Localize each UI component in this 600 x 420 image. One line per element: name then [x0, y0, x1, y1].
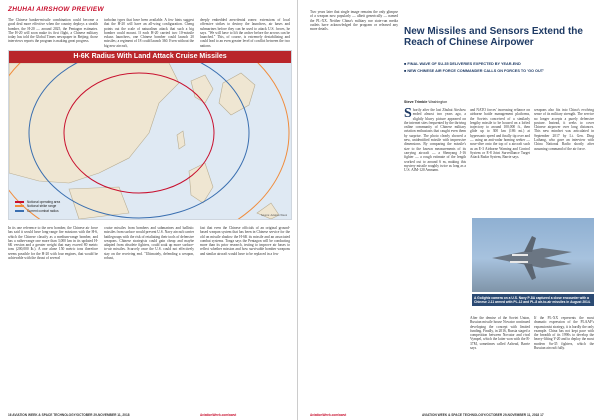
deck-bullet-text: FINAL WAVE OF SU-35 DELIVERIES EXPECTED BY YEAR-END: [407, 62, 521, 66]
right-column-2-bottom: After the demise of the Soviet Union, Russian missile house Novator continued developing the concept with limited funding. Finally, in 2016, Russia staged a competition between Novator and rival Vympel, which the latter won with the R-37M, sometimes called Axhead, Barrie says.: [470, 316, 530, 351]
deck-bullet-text: NEW CHINESE AIR FORCE COMMANDER CALLS ON FORCES TO 'GO OUT': [407, 69, 544, 73]
right-page: [302, 0, 600, 420]
map-title: H-6K Radius With Land Attack Cruise Missiles: [9, 51, 291, 63]
article-headline: New Missiles and Sensors Extend the Reach of Chinese Airpower: [404, 26, 583, 48]
deck-bullets: [404, 62, 594, 76]
legend-label: Current combat radius: [27, 208, 59, 213]
byline-location: Washington: [428, 100, 448, 104]
left-column-2-bottom: cruise missiles from bombers and submarines and ballistic missiles from surface would prevent U.S. Navy aircraft carrier battlegroups with the risk of retaliating their tools of defensive weapons. Chinese strategists could gain cheap and maybe adapted from obsolete fighters, could soak up more surface-to-air missiles. Scarcely once the U.S. could not effectively stay on the receiving end. "Ultimately, defending a weapon, robust,: [104, 226, 194, 261]
map-credit: Source: Aviation Week: [260, 214, 287, 217]
byline: [404, 100, 447, 104]
map-legend: [15, 200, 60, 213]
left-footer: [8, 413, 130, 417]
right-footer-url[interactable]: [310, 413, 346, 417]
left-column-1-top: The Chinese banker-missile combination could become a good deal more effective when the country deploys a stealth bomber, the H-20 — around 2025, the Pentagon estimates. The H-20 will soon make its first flight, a Chinese military today has told the Global Times newspaper in Beijing; those interviews reports the program is making great progress.: [8, 18, 98, 44]
left-page: [0, 0, 298, 420]
drop-cap: S: [404, 108, 412, 121]
legend-swatch: [15, 210, 24, 212]
legend-swatch: [15, 201, 24, 203]
left-column-2-top: turbofan types that have been available. A few hints suggest that the H-20 will have an all-wing configuration. Cheng points out the scale of naturalism attack that such a big bomber could mount. If each H-20 carried two 10-missile eskuss launchers, one Chinese bomber could launch 20 missiles; a regiment of 18 could launch 360. Even without the big new aircraft,: [104, 18, 194, 48]
aircraft-photo: [472, 218, 594, 292]
legend-swatch: [15, 205, 24, 207]
right-column-0: Two years later that single image remains the only glimpse of a weapon now popularly — albeit generically — named the PL-XX. Neither China's military nor state-run media outlets have acknowledged the program or released any more details.: [310, 10, 398, 32]
map-graphic: [9, 63, 291, 219]
southeast-asia: [69, 187, 129, 219]
article-text: hortly after the last Zhuhai Airshow ended almost two years ago, a slightly blurry picture appeared on the internet sites frequented by the thriving online community of Chinese military aviation enthusiasts that caught even them by surprise. The photo clearly showed a new, unidentified missile with impressive dimensions. By comparing the missile's size to the known measurements of its carrying aircraft — a Shenyang J-16 fighter — a rough estimate of the length worked out to around 6 m, making this mystery missile roughly twice as long as a U.S. AIM-120 Amraam.: [404, 108, 466, 173]
website-link[interactable]: AviationWeek.com/awst: [200, 413, 237, 417]
byline-author: Steve Trimble: [404, 100, 428, 104]
fighter-jet-icon: [472, 218, 594, 292]
legend-label: Notional strike range: [27, 204, 57, 209]
left-folio: 16 AVIATION WEEK & SPACE TECHNOLOGY/OCTOBER 29-NOVEMBER 11, 2018: [8, 413, 130, 417]
photo-caption: A Golightz camera on a U.S. Navy P-8A captured a close encounter with a Chinese J-11 armed with PL-12 and PL-8 air-to-air missiles in August 2014.: [472, 294, 594, 306]
right-folio: AVIATION WEEK & SPACE TECHNOLOGY/OCTOBER 29-NOVEMBER 11, 2018 17: [422, 413, 544, 417]
h6k-radius-map: [8, 50, 292, 220]
right-column-3-bottom: If the PL-XX represents the most dramatic expression of the PLAAF's expansionist strategy, it is hardly the only example. China has not kept pace with the breadth of its 1990s to develop the heavy-lifting Y-20 and to deploy the most modern Su-35 fighters, which the Russian aircraft fully.: [534, 316, 594, 351]
left-column-1-bottom: In its one reference to the new bomber, the Chinese air force has said it would have long-range fire missions with the H-6, which the Chinese classify as a medium-range bomber, and has a rather-range one more than 3,000 km in its updated H-6K version and a greater weight that may exceed 80 metric tons (200,000 lb.). A one alone 150 metric tons therefore seems possible for the H-20 with four engines, that would be achievable with the thrust of several: [8, 226, 98, 261]
right-column-2: and NATO forces' increasing reliance on airborne battle management platforms, the Soviets conceived of a similarly lengthy missile to be housed on a lofted trajectory to around 100,000 ft., then glide up to 300 km (186 mi.) at hypersonic speed and finally tip over and — using an anti-radar homing seeker — nose-dive onto the top of a aircraft such as an E-3 Airborne Warning and Control System or E-8 Joint Surveillance Target Attack Radar System, Barrie says.: [470, 108, 530, 160]
left-footer-url[interactable]: [200, 413, 236, 417]
left-column-3-top: deeply embedded area-denial zones: extensions of local offensive strikes to destroy the launchers, air bases and submarines before they can be used to attack U.S. forces, he says. "We will have to lift the archer before the arrows can be launched." This, of course, is extremely destabilizing and could lead to an even greater level of conflict between the two nations.: [200, 18, 290, 48]
legend-item-combat-radius: [15, 209, 60, 213]
legend-label: Notional operating area: [27, 199, 61, 204]
deck-bullet: ■ NEW CHINESE AIR FORCE COMMANDER CALLS ON FORCES TO 'GO OUT': [404, 69, 544, 73]
section-header: ZHUHAI AIRSHOW PREVIEW: [8, 6, 104, 13]
right-column-1: [404, 108, 466, 404]
website-link[interactable]: AviationWeek.com/awst: [310, 413, 347, 417]
deck-bullet: ■ FINAL WAVE OF SU-35 DELIVERIES EXPECTED BY YEAR-END: [404, 62, 521, 66]
right-footer: [422, 413, 544, 417]
left-column-3-bottom: fast that even the Chinese officials of an original ground-based weapon system that has been in Chinese service for the old on missile shadow the H-6K its missile and an associated combat systems. Tonga says the Pentagon will be conducting more than its prior research, testing to improve air bases to reflect whether mission and how survivable bomber weapons and similar aircraft would have to be replaced in a few: [200, 226, 290, 256]
right-column-3: weapons also fits into China's evolving sense of its military strength. The service no longer accepts a purely defensive posture. Instead, it seeks to cover Chinese airpower over long distances. This new mindset was articulated in September 2017 by Lt. Gen. Ding Laihang, who gave an interview with China National Radio shortly after assuming command of the air force.: [534, 108, 594, 151]
